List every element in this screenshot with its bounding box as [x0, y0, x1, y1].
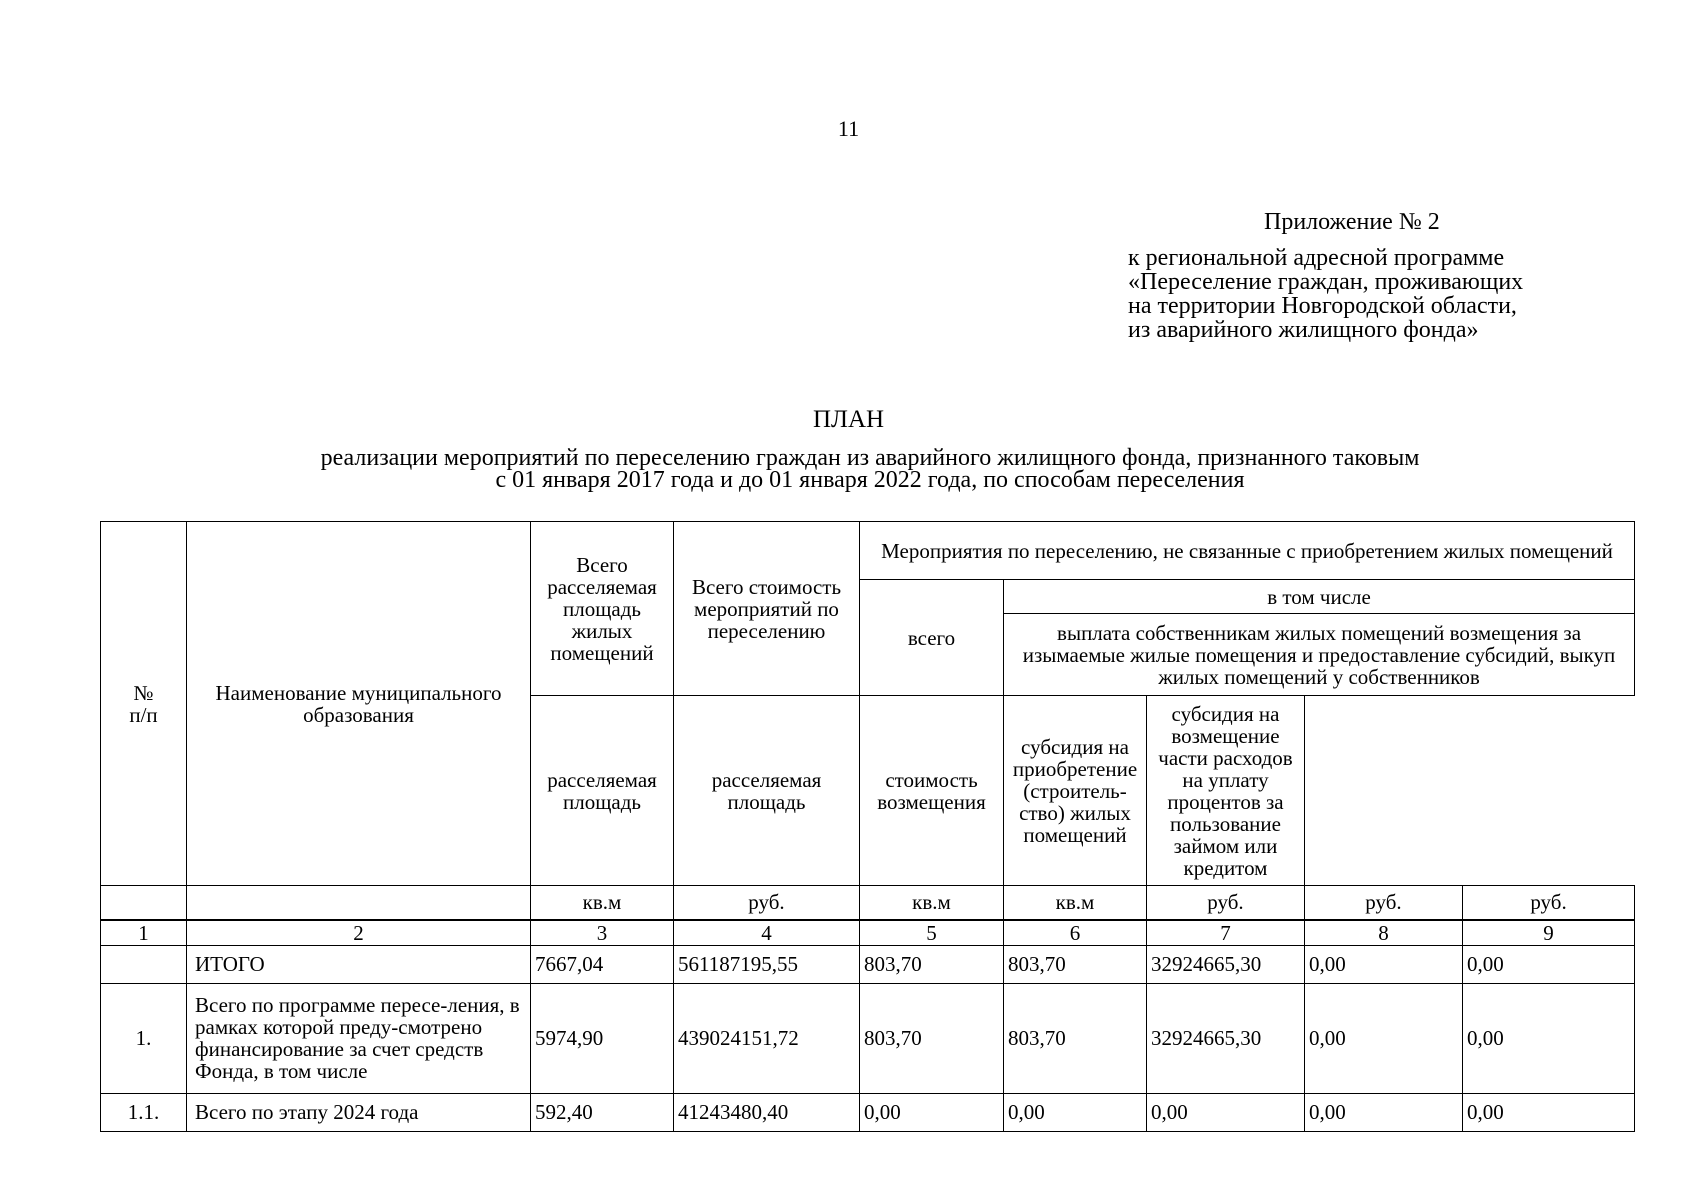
row-value: 0,00 [1305, 945, 1463, 983]
header-col9: субсидия на возмещение части расходов на уплату процентов за пользование займом или кредитом [1147, 696, 1305, 886]
row-value: 592,40 [531, 1093, 674, 1131]
row-value: 803,70 [860, 983, 1004, 1093]
row-value: 7667,04 [531, 945, 674, 983]
column-number: 5 [860, 920, 1004, 946]
plan-subtitle-line: с 01 января 2017 года и до 01 января 2022 года, по способам переселения [495, 467, 1245, 493]
appendix-line: из аварийного жилищного фонда» [1128, 317, 1479, 343]
unit-cell: кв.м [860, 886, 1004, 920]
row-value: 803,70 [1004, 945, 1147, 983]
row-value: 803,70 [860, 945, 1004, 983]
row-num [101, 945, 187, 983]
header-vsego: всего [860, 580, 1004, 696]
row-value: 0,00 [860, 1093, 1004, 1131]
plan-subtitle [150, 447, 1590, 491]
unit-cell: руб. [1305, 886, 1463, 920]
row-value: 0,00 [1147, 1093, 1305, 1131]
row-name: ИТОГО [187, 945, 531, 983]
header-payout: выплата собственникам жилых помещений возмещения за изымаемые жилые помещения и предоставление субсидий, выкуп жилых помещений у собственников [1004, 614, 1635, 696]
column-number: 3 [531, 920, 674, 946]
row-name: Всего по этапу 2024 года [187, 1093, 531, 1131]
column-number: 8 [1305, 920, 1463, 946]
appendix-line: на территории Новгородской области, [1128, 293, 1517, 319]
row-value: 0,00 [1463, 1093, 1635, 1131]
row-value: 5974,90 [531, 983, 674, 1093]
row-value: 439024151,72 [674, 983, 860, 1093]
row-name: Всего по программе пересе-ления, в рамках которой преду-смотрено финансирование за счет средств Фонда, в том числе [187, 983, 531, 1093]
unit-cell: руб. [1463, 886, 1635, 920]
column-number: 1 [101, 920, 187, 946]
page-number: 11 [837, 116, 860, 141]
row-value: 561187195,55 [674, 945, 860, 983]
header-total-area: Всего расселяемая площадь жилых помещений [531, 522, 674, 696]
header-v-tom-chisle: в том числе [1004, 580, 1635, 614]
header-num: № п/п [101, 522, 187, 886]
column-number: 6 [1004, 920, 1147, 946]
row-num: 1.1. [101, 1093, 187, 1131]
table-row [101, 983, 1635, 1093]
unit-cell: руб. [674, 886, 860, 920]
row-value: 41243480,40 [674, 1093, 860, 1131]
table-row [101, 945, 1635, 983]
plan-subtitle-line: реализации мероприятий по переселению граждан из аварийного жилищного фонда, признанного таковым [320, 445, 1420, 471]
header-group: Мероприятия по переселению, не связанные с приобретением жилых помещений [860, 522, 1635, 580]
header-col8: субсидия на приобретение (строитель-ство) жилых помещений [1004, 696, 1147, 886]
column-number: 4 [674, 920, 860, 946]
column-number: 2 [187, 920, 531, 946]
appendix-block [1128, 210, 1598, 342]
unit-cell: кв.м [1004, 886, 1147, 920]
header-total-cost: Всего стоимость мероприятий по переселению [674, 522, 860, 696]
header-name: Наименование муниципального образования [187, 522, 531, 886]
plan-title: ПЛАН [812, 406, 885, 433]
units-row [101, 886, 1635, 920]
header-col7: стоимость возмещения [860, 696, 1004, 886]
row-value: 803,70 [1004, 983, 1147, 1093]
column-numbers-row [101, 920, 1635, 946]
appendix-line: к региональной адресной программе [1128, 245, 1505, 271]
header-col6: расселяемая площадь [674, 696, 860, 886]
row-value: 0,00 [1305, 983, 1463, 1093]
row-num: 1. [101, 983, 187, 1093]
row-value: 0,00 [1463, 983, 1635, 1093]
row-value: 32924665,30 [1147, 945, 1305, 983]
row-value: 32924665,30 [1147, 983, 1305, 1093]
row-value: 0,00 [1463, 945, 1635, 983]
column-number: 9 [1463, 920, 1635, 946]
appendix-line: «Переселение граждан, проживающих [1128, 269, 1524, 295]
table-row [101, 1093, 1635, 1131]
unit-cell: руб. [1147, 886, 1305, 920]
unit-cell: кв.м [531, 886, 674, 920]
row-value: 0,00 [1305, 1093, 1463, 1131]
header-col5: расселяемая площадь [531, 696, 674, 886]
column-number: 7 [1147, 920, 1305, 946]
row-value: 0,00 [1004, 1093, 1147, 1131]
appendix-title: Приложение № 2 [1264, 209, 1440, 235]
plan-table [100, 521, 1635, 1132]
